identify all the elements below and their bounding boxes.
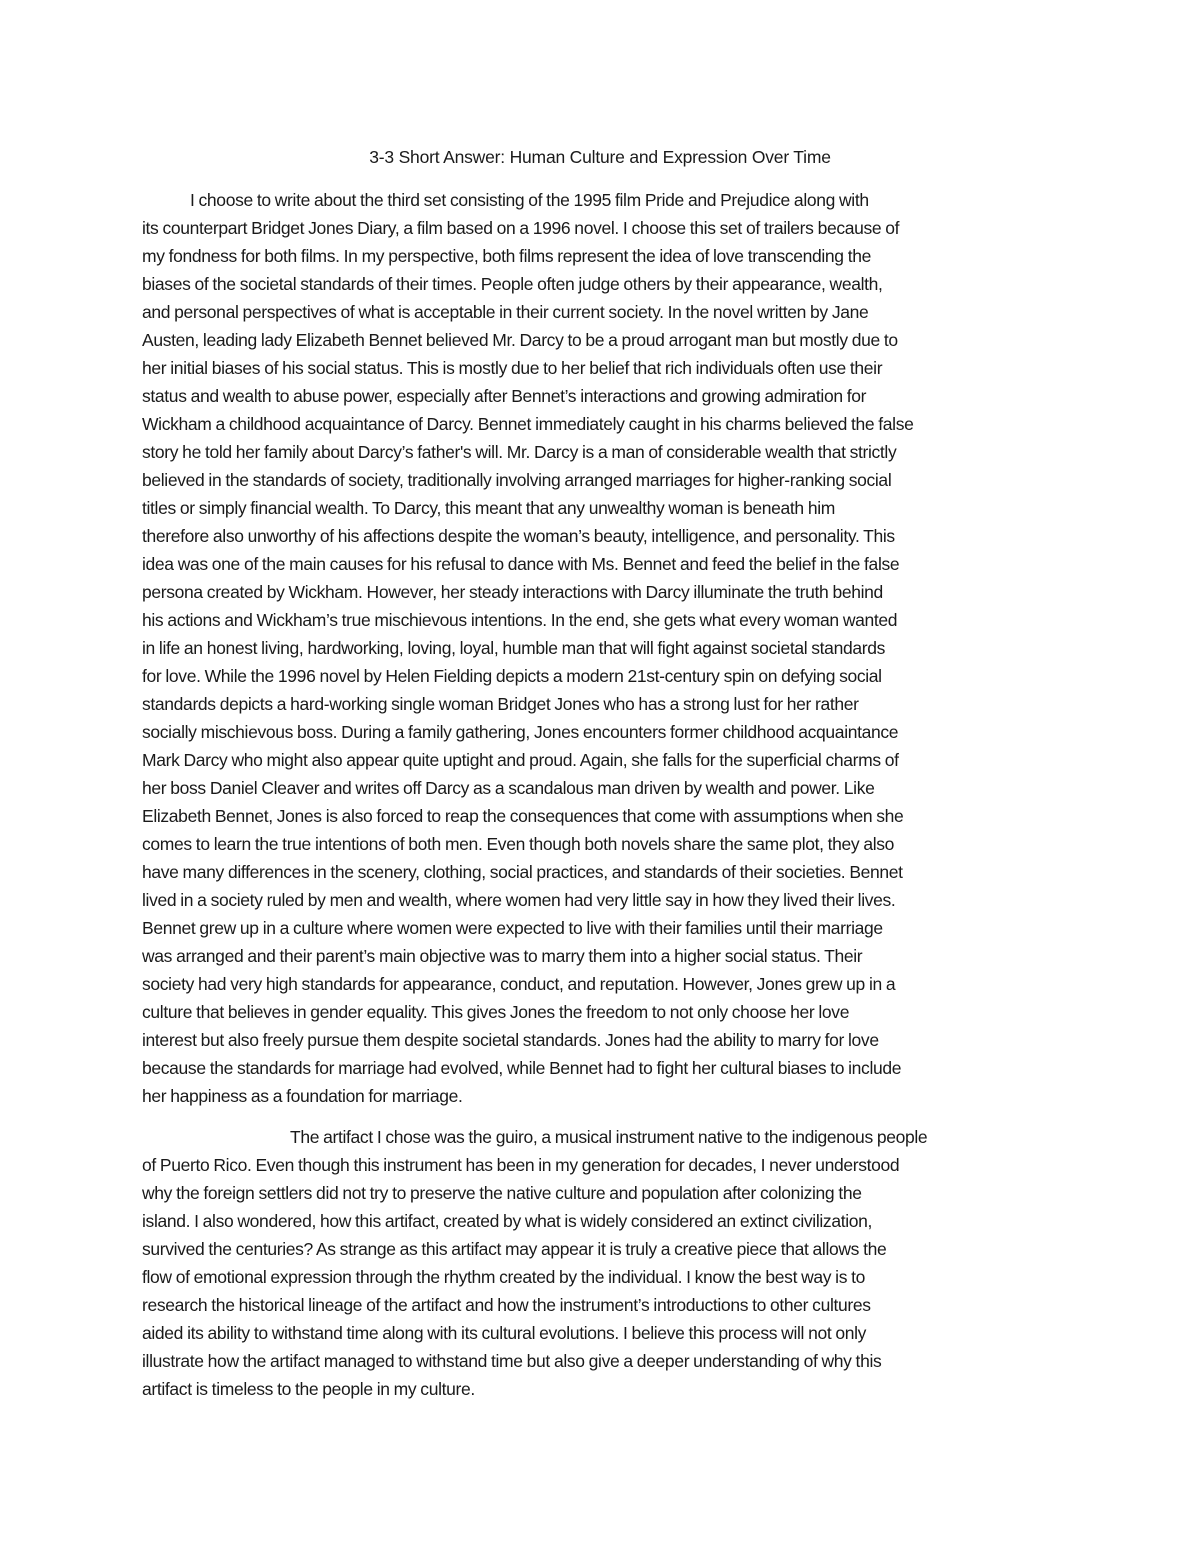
text-line: culture that believes in gender equality. This gives Jones the freedom to not only choose her love xyxy=(142,1002,850,1022)
text-line: idea was one of the main causes for his refusal to dance with Ms. Bennet and feed the belief in the false xyxy=(142,554,900,574)
text-line: persona created by Wickham. However, her steady interactions with Darcy illuminate the truth behind xyxy=(142,582,883,602)
text-line: his actions and Wickham’s true mischievous intentions. In the end, she gets what every woman wanted xyxy=(142,610,898,630)
document-title: 3-3 Short Answer: Human Culture and Expression Over Time xyxy=(369,147,831,167)
text-line: her happiness as a foundation for marriage. xyxy=(142,1086,463,1106)
text-line: lived in a society ruled by men and wealth, where women had very little say in how they lived their lives. xyxy=(142,890,896,910)
text-line: my fondness for both films. In my perspective, both films represent the idea of love transcending the xyxy=(142,246,871,266)
text-line: island. I also wondered, how this artifact, created by what is widely considered an extinct civilization, xyxy=(142,1211,873,1231)
text-line: its counterpart Bridget Jones Diary, a film based on a 1996 novel. I choose this set of trailers because of xyxy=(142,218,900,238)
text-line: survived the centuries? As strange as this artifact may appear it is truly a creative piece that allows the xyxy=(142,1239,887,1259)
text-line: status and wealth to abuse power, especially after Bennet’s interactions and growing admiration for xyxy=(142,386,867,406)
text-line: titles or simply financial wealth. To Darcy, this meant that any unwealthy woman is beneath him xyxy=(142,498,835,518)
text-line: standards depicts a hard-working single woman Bridget Jones who has a strong lust for her rather xyxy=(142,694,859,714)
text-line: artifact is timeless to the people in my culture. xyxy=(142,1379,475,1399)
text-line: because the standards for marriage had evolved, while Bennet had to fight her cultural biases to include xyxy=(142,1058,902,1078)
text-line: Mark Darcy who might also appear quite uptight and proud. Again, she falls for the superficial charms of xyxy=(142,750,899,770)
text-line: The artifact I chose was the guiro, a musical instrument native to the indigenous people xyxy=(290,1127,928,1147)
text-line: for love. While the 1996 novel by Helen Fielding depicts a modern 21st-century spin on defying social xyxy=(142,666,882,686)
text-line: her boss Daniel Cleaver and writes off Darcy as a scandalous man driven by wealth and power. Like xyxy=(142,778,875,798)
text-line: Wickham a childhood acquaintance of Darcy. Bennet immediately caught in his charms believed the false xyxy=(142,414,914,434)
text-line: believed in the standards of society, traditionally involving arranged marriages for higher-ranking social xyxy=(142,470,892,490)
text-line: have many differences in the scenery, clothing, social practices, and standards of their societies. Bennet xyxy=(142,862,903,882)
text-line: story he told her family about Darcy’s father's will. Mr. Darcy is a man of considerable wealth that strictly xyxy=(142,442,897,462)
text-line: Elizabeth Bennet, Jones is also forced to reap the consequences that come with assumptions when she xyxy=(142,806,904,826)
text-line: in life an honest living, hardworking, loving, loyal, humble man that will fight against societal standards xyxy=(142,638,885,658)
text-line: and personal perspectives of what is acceptable in their current society. In the novel written by Jane xyxy=(142,302,869,322)
text-line: research the historical lineage of the artifact and how the instrument’s introductions to other cultures xyxy=(142,1295,871,1315)
text-line: Austen, leading lady Elizabeth Bennet believed Mr. Darcy to be a proud arrogant man but mostly due to xyxy=(142,330,898,350)
text-line: aided its ability to withstand time along with its cultural evolutions. I believe this process will not only xyxy=(142,1323,867,1343)
paragraph-guiro-artifact xyxy=(142,1123,1062,1403)
text-line: was arranged and their parent’s main objective was to marry them into a higher social status. Their xyxy=(142,946,863,966)
text-line: socially mischievous boss. During a family gathering, Jones encounters former childhood acquaintance xyxy=(142,722,899,742)
text-line: biases of the societal standards of their times. People often judge others by their appearance, wealth, xyxy=(142,274,883,294)
text-line: flow of emotional expression through the rhythm created by the individual. I know the best way is to xyxy=(142,1267,866,1287)
text-line: of Puerto Rico. Even though this instrument has been in my generation for decades, I never understood xyxy=(142,1155,900,1175)
text-line: comes to learn the true intentions of both men. Even though both novels share the same plot, they also xyxy=(142,834,895,854)
text-line: therefore also unworthy of his affections despite the woman’s beauty, intelligence, and personality. This xyxy=(142,526,895,546)
text-line: her initial biases of his social status. This is mostly due to her belief that rich individuals often use their xyxy=(142,358,883,378)
text-line: society had very high standards for appearance, conduct, and reputation. However, Jones grew up in a xyxy=(142,974,896,994)
text-line: illustrate how the artifact managed to withstand time but also give a deeper understanding of why this xyxy=(142,1351,882,1371)
text-line: why the foreign settlers did not try to preserve the native culture and population after colonizing the xyxy=(142,1183,862,1203)
paragraph-pride-and-prejudice xyxy=(142,186,1062,1110)
text-line: Bennet grew up in a culture where women were expected to live with their families until their marriage xyxy=(142,918,883,938)
text-line: I choose to write about the third set consisting of the 1995 film Pride and Prejudice along with xyxy=(190,190,869,210)
text-line: interest but also freely pursue them despite societal standards. Jones had the ability to marry for love xyxy=(142,1030,879,1050)
